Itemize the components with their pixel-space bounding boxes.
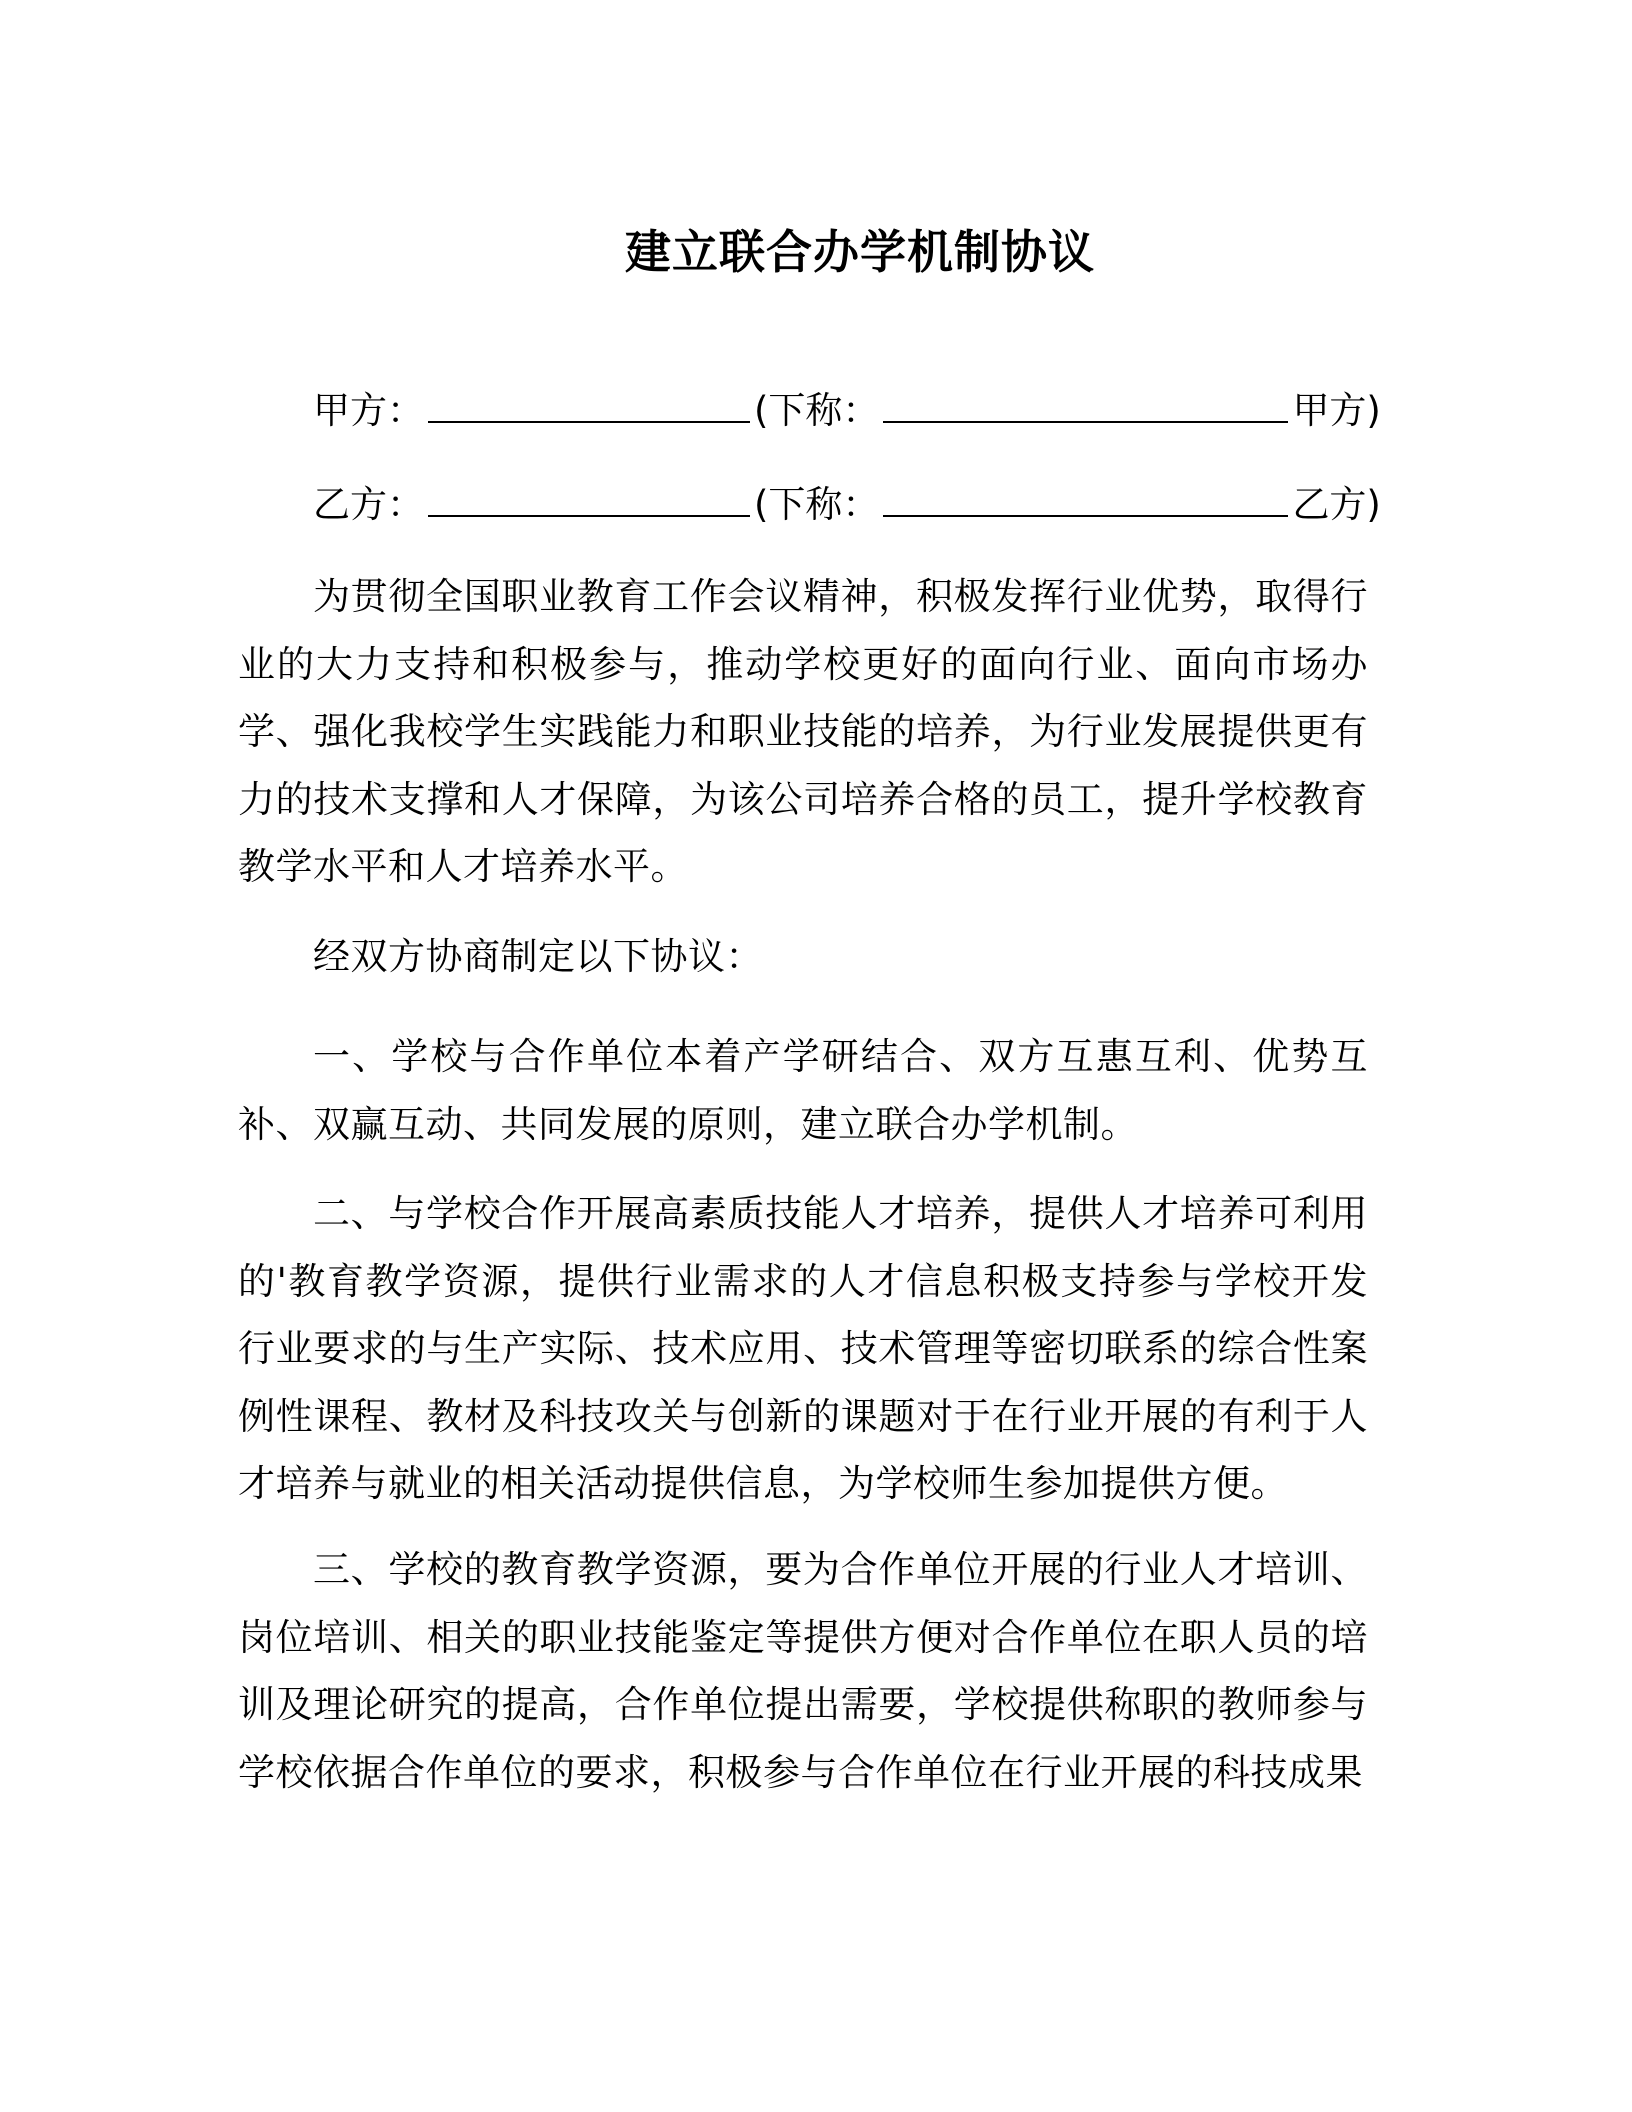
party-a-line (313, 386, 1403, 436)
preamble-paragraph: 为贯彻全国职业教育工作会议精神，积极发挥行业优势，取得行业的大力支持和积极参与，推动学校更好的面向行业、面向市场办学、强化我校学生实践能力和职业技能的培养，为行业发展提供更有力的技术支撑和人才保障，为该公司培养合格的员工，提升学校教育教学水平和人才培养水平。 (238, 575, 1368, 888)
clause-1: 一、学校与合作单位本着产学研结合、双方互惠互利、优势互补、双赢互动、共同发展的原则，建立联合办学机制。 (238, 1035, 1368, 1146)
party-b-line (313, 480, 1403, 530)
party-b-alias-blank (883, 481, 1288, 517)
party-a-name-blank (428, 387, 750, 423)
party-b-name-blank (428, 481, 750, 517)
party-b-middle: (下称： (754, 483, 880, 526)
party-a-label: 甲方： (313, 389, 424, 432)
document-title: 建立联合办学机制协议 (625, 225, 1095, 279)
agreement-intro: 经双方协商制定以下协议： (313, 935, 763, 978)
clause-3: 三、学校的教育教学资源，要为合作单位开展的行业人才培训、岗位培训、相关的职业技能鉴定等提供方便对合作单位在职人员的培训及理论研究的提高，合作单位提出需要，学校提供称职的教师参与学校依据合作单位的要求，积极参与合作单位在行业开展的科技成果 (238, 1548, 1368, 1794)
clause-2: 二、与学校合作开展高素质技能人才培养，提供人才培养可利用的'教育教学资源，提供行业需求的人才信息积极支持参与学校开发行业要求的与生产实际、技术应用、技术管理等密切联系的综合性案例性课程、教材及科技攻关与创新的课题对于在行业开展的有利于人才培养与就业的相关活动提供信息，为学校师生参加提供方便。 (238, 1192, 1368, 1505)
party-a-suffix: 甲方) (1292, 389, 1381, 432)
party-a-middle: (下称： (754, 389, 880, 432)
party-b-suffix: 乙方) (1292, 483, 1381, 526)
party-b-label: 乙方： (313, 483, 424, 526)
party-a-alias-blank (883, 387, 1288, 423)
